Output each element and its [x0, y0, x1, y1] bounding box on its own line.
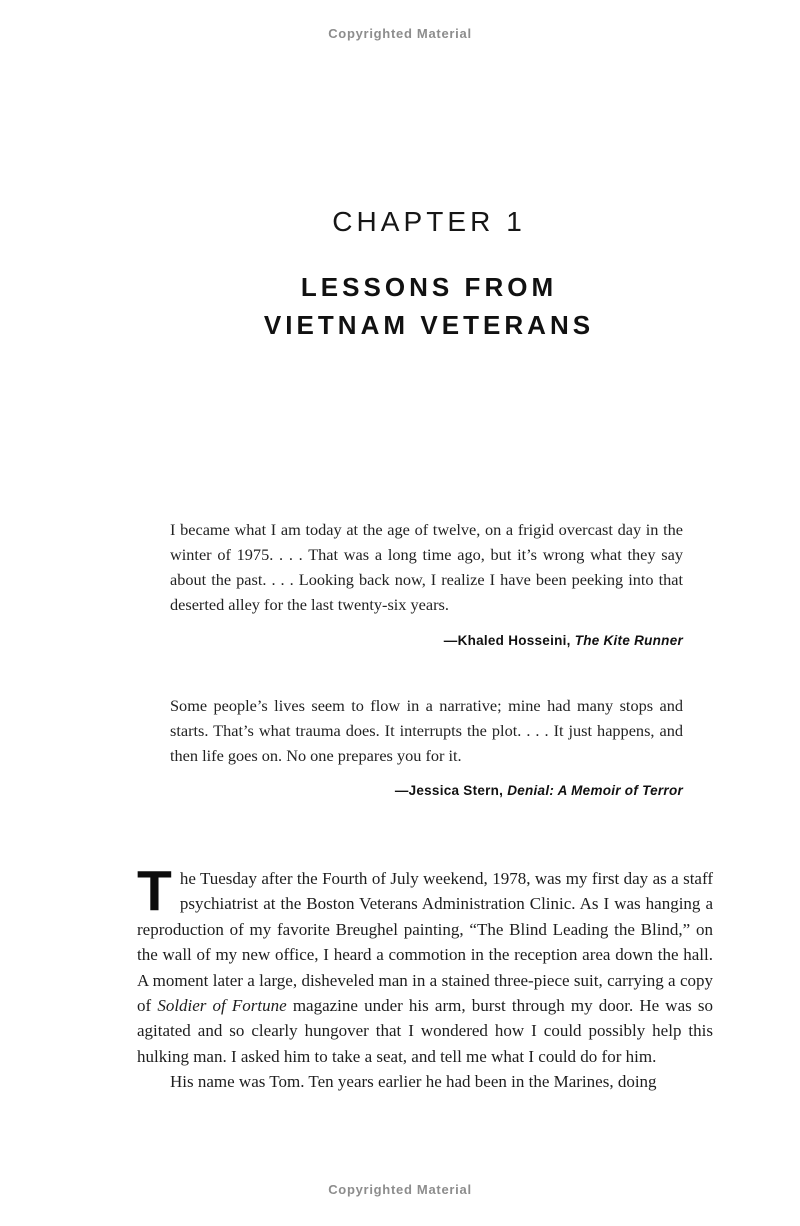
- chapter-title-line2: VIETNAM VETERANS: [263, 310, 595, 340]
- epigraph-quote-1: I became what I am today at the age of twelve, on a frigid overcast day in the winter of 1975. . . . That was a long time ago, but it’s wrong what they say about the past. . . . Looking back now, I realize I have been peeking into that deserted alley for the last twenty-six years.: [170, 520, 683, 614]
- chapter-number: CHAPTER 1: [332, 206, 526, 237]
- epigraph-quote-2: Some people’s lives seem to flow in a narrative; mine had many stops and starts. That’s what trauma does. It interrupts the plot. . . . It just happens, and then life goes on. No one prepares you for it.: [170, 696, 683, 765]
- copyright-notice-top: Copyrighted Material: [328, 26, 472, 41]
- chapter-title-line1: LESSONS FROM: [300, 272, 558, 302]
- epigraph-attribution-2-author: —Jessica Stern,: [394, 783, 508, 798]
- body-paragraph-1-italic-title: Soldier of Fortune: [157, 996, 287, 1016]
- drop-cap: T: [137, 859, 172, 923]
- copyright-notice-bottom: Copyrighted Material: [328, 1182, 472, 1197]
- body-paragraph-1: [137, 859, 713, 1069]
- body-paragraph-1-text-b: magazine under his arm, burst through my door. He was so agitated and so clearly hungover that I wondered how I could possibly help this hulking man. I asked him to take a seat, and tell me what I could do for him.: [137, 996, 713, 1066]
- epigraph-attribution-1-author: —Khaled Hosseini,: [443, 633, 575, 648]
- epigraph-attribution-1-work: The Kite Runner: [574, 633, 683, 648]
- body-paragraph-2: His name was Tom. Ten years earlier he had been in the Marines, doing: [170, 1072, 657, 1092]
- epigraph-attribution-1: [170, 633, 683, 648]
- epigraph-attribution-2: [170, 783, 683, 798]
- chapter-title: [137, 268, 717, 344]
- epigraph-attribution-2-work: Denial: A Memoir of Terror: [507, 783, 683, 798]
- body-paragraph-1-text-a: he Tuesday after the Fourth of July weekend, 1978, was my first day as a staff psychiatrist at the Boston Veterans Administration Clinic. As I was hanging a reproduction of my favorite Breughel painting, “The Blind Leading the Blind,” on the wall of my new office, I heard a commotion in the reception area down the hall. A moment later a large, disheveled man in a stained three-piece suit, carrying a copy of: [137, 869, 713, 1016]
- body-text: [137, 859, 713, 1095]
